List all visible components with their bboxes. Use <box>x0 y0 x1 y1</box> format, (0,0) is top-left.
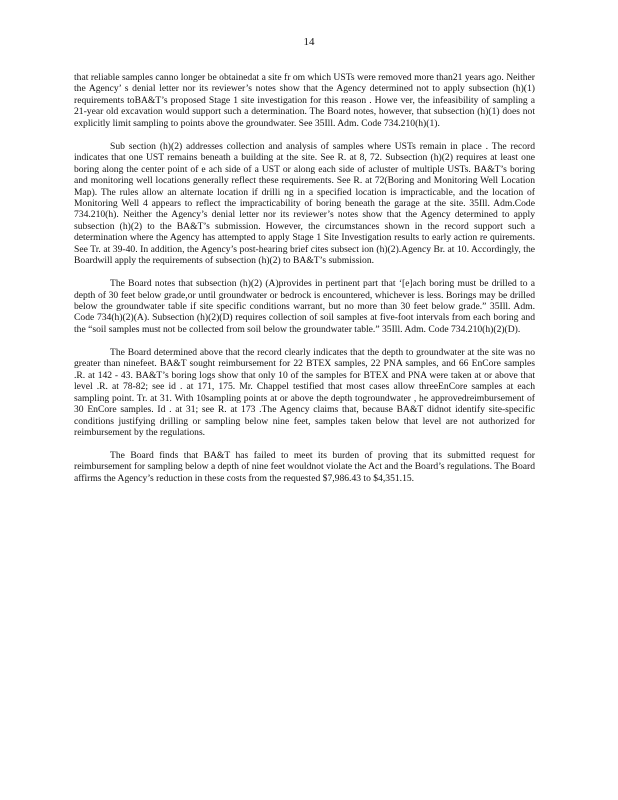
paragraph-2: Sub section (h)(2) addresses collection and analysis of samples where USTs remain in place . The record indicates that one UST remains beneath a building at the site. See R. at 8, 72. Subsection (h)(2) requires at least one boring along the center point of e ach side of a UST or along each side of acluster of multiple USTs. BA&T’s boring and monitoring well locations generally reflect these requirements. See R. at 72(Boring and Monitoring Well Location Map). The rules allow an alternate location if drilli ng in a specified location is impracticable, and the location of Monitoring Well 4 appears to reflect the impracticability of boring beneath the garage at the site. 35Ill. Adm.Code 734.210(h). Neither the Agency’s denial letter nor its reviewer’s notes show that the Agency determined to apply subsection (h)(2) to the BA&T’s submission. However, the circumstances shown in the record support such a determination where the Agency has attempted to apply Stage 1 Site Investigation results to early action re quirements. See Tr. at 39-40. In addition, the Agency’s post-hearing brief cites subsect ion (h)(2).Agency Br. at 10. Accordingly, the Boardwill apply the requirements of subsection (h)(2) to BA&T’s submission. <box>74 140 535 267</box>
paragraph-5: The Board finds that BA&T has failed to meet its burden of proving that its submitted request for reimbursement for sampling below a depth of nine feet wouldnot violate the Act and the Board’s regulations. The Board affirms the Agency’s reduction in these costs from the requested $7,986.43 to $4,351.15. <box>74 449 536 484</box>
paragraph-1: that reliable samples canno longer be obtainedat a site fr om which USTs were removed more than21 years ago. Neither the Agency’ s denial letter nor its reviewer’s notes show that the Agency determined not to apply subsection (h)(1) requirements toBA&T’s proposed Stage 1 site investigation for this reason . Howe ver, the infeasibility of sampling a 21-year old excavation would support such a determination. The Board notes, however, that subsection (h)(1) does not explicitly limit sampling to points above the groundwater. See 35Ill. Adm. Code 734.210(h)(1). <box>74 72 535 129</box>
paragraph-4: The Board determined above that the record clearly indicates that the depth to groundwater at the site was no greater than ninefeet. BA&T sought reimbursement for 22 BTEX samples, 22 PNA samples, and 66 EnCore samples .R. at 142 - 43. BA&T’s boring logs show that only 10 of the samples for BTEX and PNA were taken at or above that level .R. at 78-82; see id . at 171, 175. Mr. Chappel testified that most cases allow threeEnCore samples at each sampling point. Tr. at 31. With 10sampling points at or above the depth togroundwater , he approvedreimbursement of 30 EnCore samples. Id . at 31; see R. at 173 .The Agency claims that, because BA&T didnot identify site-specific conditions justifying drilling or sampling below nine feet, samples taken below that level are not authorized for reimbursement by the regulations. <box>74 346 535 438</box>
document-body <box>74 72 535 496</box>
paragraph-3: The Board notes that subsection (h)(2) (A)provides in pertinent part that ‘[e]ach boring must be drilled to a depth of 30 feet below grade,or until groundwater or bedrock is encountered, whichever is less. Borings may be drilled below the groundwater table if site specific conditions warrant, but no more than 30 feet below grade.” 35Ill. Adm. Code 734(h)(2)(A). Subsection (h)(2)(D) requires collection of soil samples at five-foot intervals from each boring and the “soil samples must not be collected from soil below the groundwater table.” 35Ill. Adm. Code 734.210(h)(2)(D). <box>74 278 535 335</box>
page-number: 14 <box>303 36 315 48</box>
